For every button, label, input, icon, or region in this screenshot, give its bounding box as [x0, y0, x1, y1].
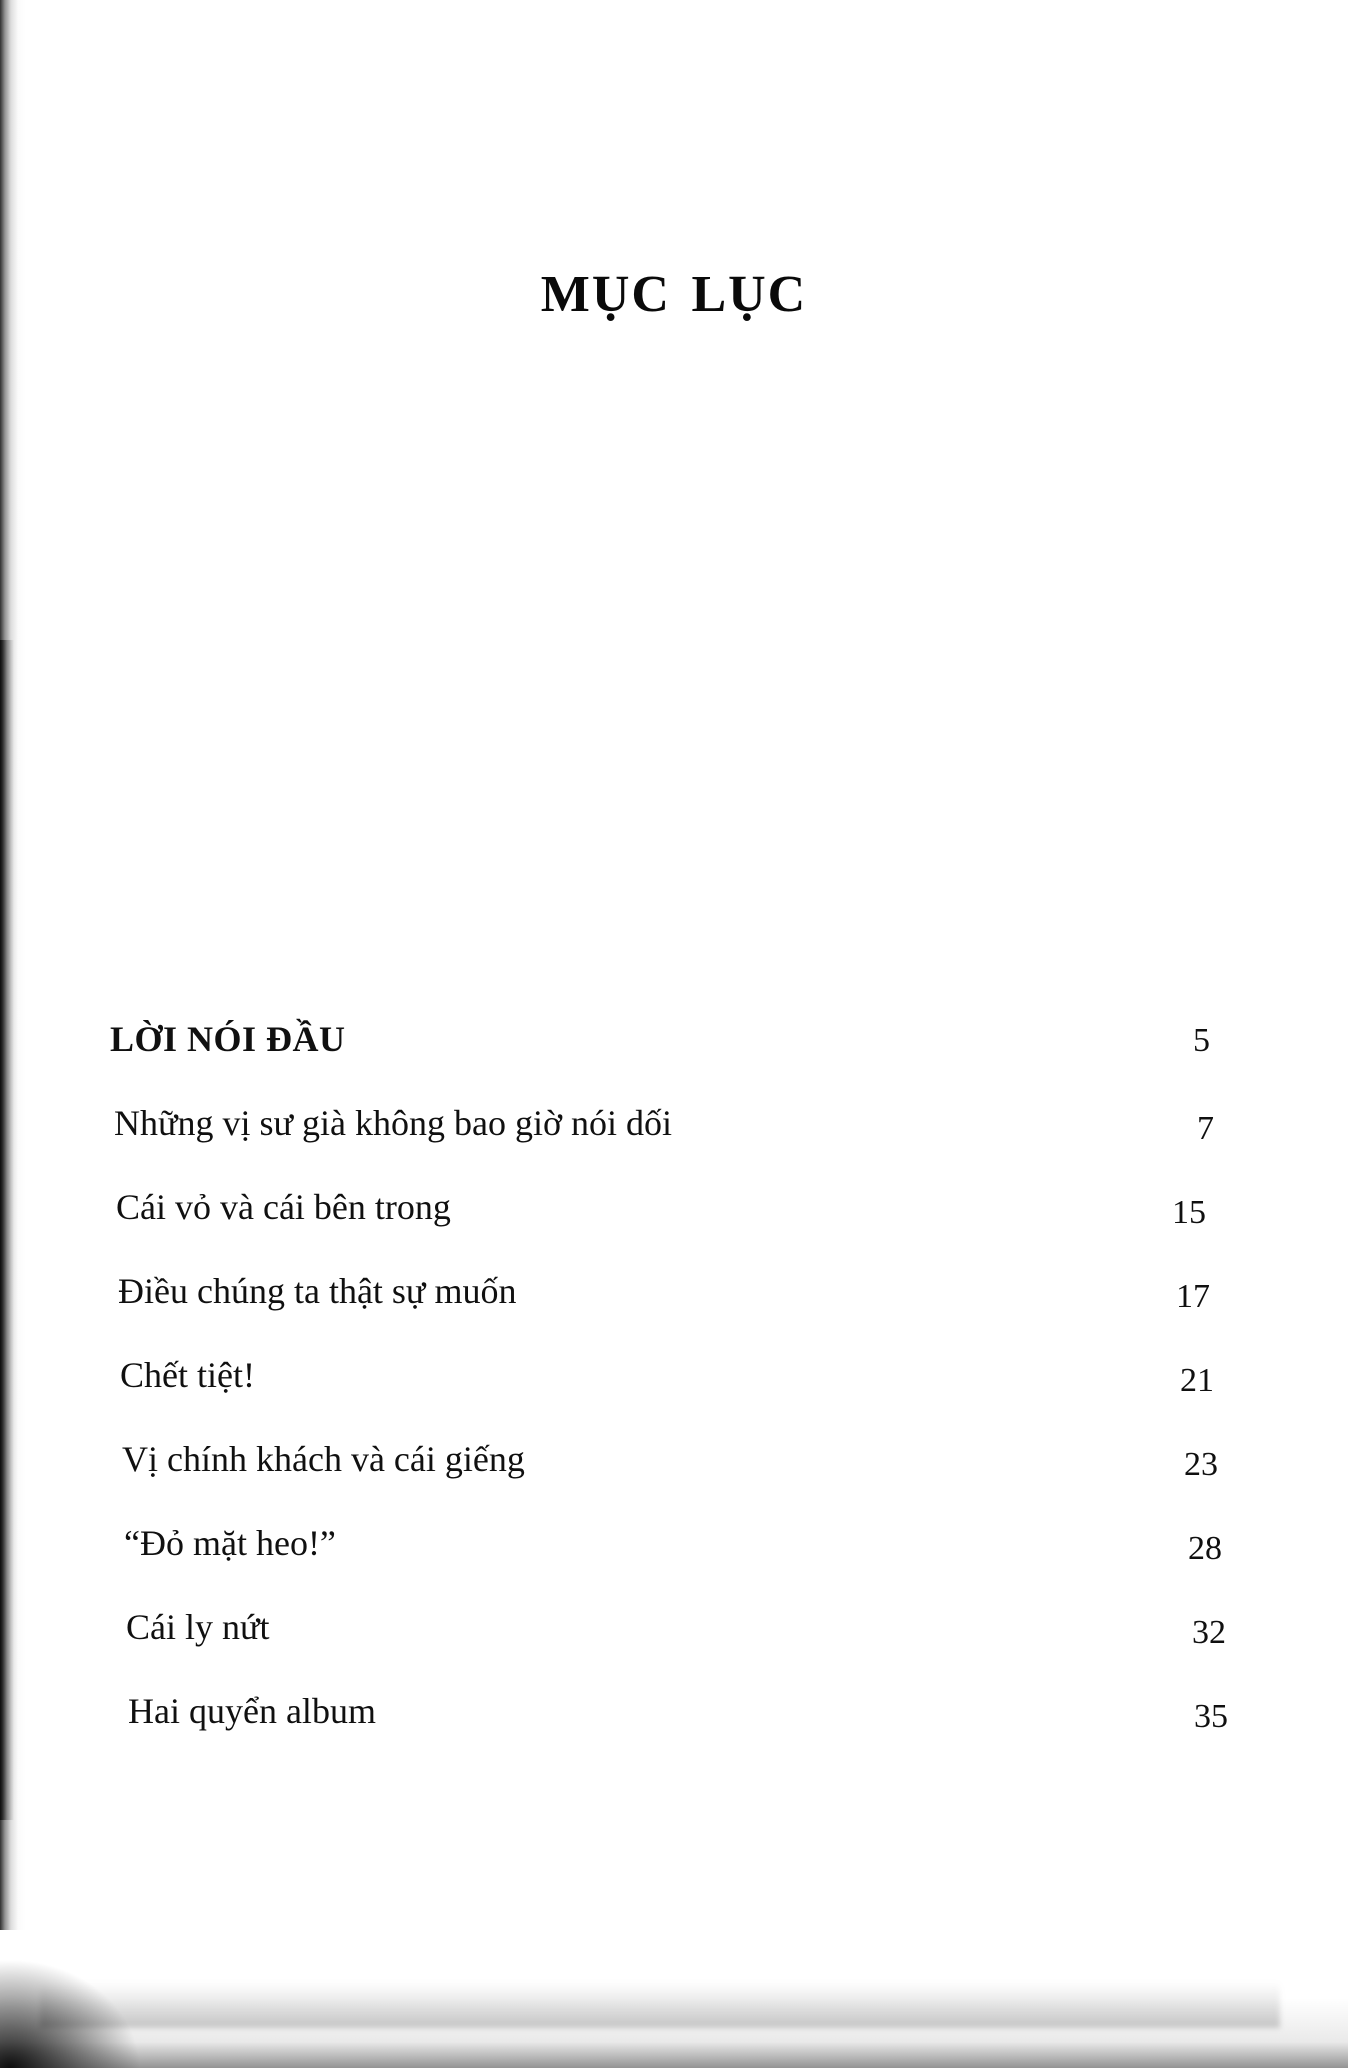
- toc-entry-page-number: 15: [1172, 1194, 1206, 1231]
- toc-entry[interactable]: [108, 1420, 1218, 1500]
- toc-entry-label: Cái vỏ và cái bên trong: [116, 1187, 451, 1227]
- toc-entry-label: “Đỏ mặt heo!”: [124, 1523, 336, 1563]
- toc-entry-page-number: 35: [1194, 1698, 1228, 1735]
- toc-entry-page-number: 28: [1188, 1530, 1222, 1567]
- toc-entry[interactable]: [108, 1180, 1206, 1260]
- toc-entry[interactable]: [108, 1019, 1210, 1100]
- table-of-contents: [108, 1019, 1228, 1740]
- toc-entry[interactable]: [108, 1500, 1222, 1580]
- toc-entry-label: Những vị sư già không bao giờ nói dối: [114, 1103, 673, 1143]
- toc-entry[interactable]: [108, 1660, 1228, 1740]
- toc-entry-page-number: 32: [1192, 1614, 1226, 1651]
- scan-bottom-left-corner-shadow: [0, 1878, 230, 2068]
- toc-entry-label: Chết tiệt!: [120, 1355, 255, 1395]
- toc-entry[interactable]: [108, 1340, 1214, 1420]
- toc-entry-label: Vị chính khách và cái giếng: [122, 1439, 525, 1479]
- scan-bottom-edge-shadow: [0, 1948, 1348, 2068]
- toc-entry-label: LỜI NÓI ĐẦU: [110, 1019, 346, 1059]
- toc-entry[interactable]: [108, 1580, 1226, 1660]
- toc-entry-label: Hai quyển album: [128, 1691, 376, 1731]
- scan-left-inner-shadow: [0, 640, 14, 1820]
- toc-entry-page-number: 21: [1180, 1362, 1214, 1399]
- toc-entry-page-number: 7: [1197, 1110, 1214, 1147]
- toc-entry-page-number: 23: [1184, 1446, 1218, 1483]
- toc-entry-page-number: 17: [1176, 1278, 1210, 1315]
- page-title: mục lục: [540, 246, 808, 328]
- toc-entry-label: Điều chúng ta thật sự muốn: [118, 1271, 517, 1311]
- toc-entry-page-number: 5: [1193, 1022, 1210, 1059]
- toc-entry-label: Cái ly nứt: [126, 1607, 270, 1647]
- scan-bottom-smudge: [40, 1982, 1280, 2028]
- toc-entry[interactable]: [108, 1100, 1214, 1180]
- toc-entry[interactable]: [108, 1260, 1210, 1340]
